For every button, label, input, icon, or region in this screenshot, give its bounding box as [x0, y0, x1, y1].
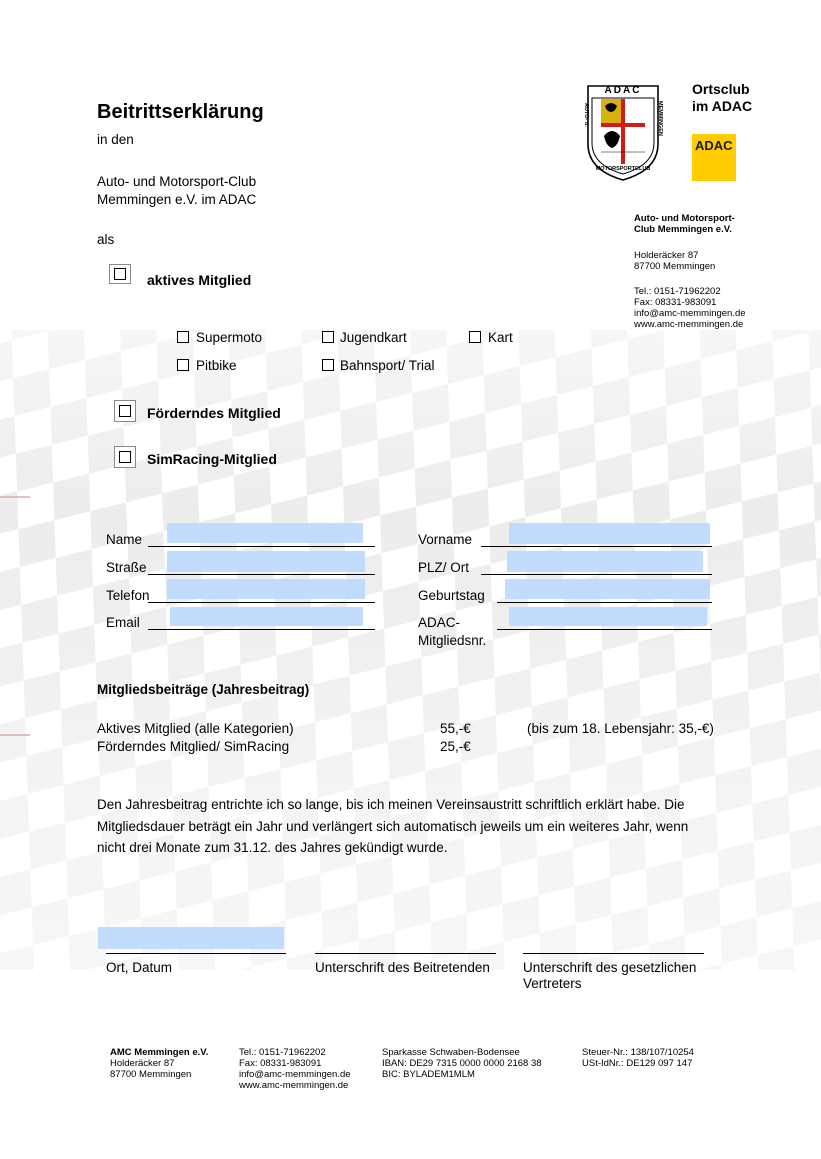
name-label: Name [106, 532, 143, 547]
plz-ort-underline [481, 574, 712, 575]
telefon-label: Telefon [106, 588, 150, 603]
footer-fax: Fax: 08331-983091 [239, 1058, 322, 1069]
vorname-underline [481, 546, 712, 547]
vorname-label: Vorname [418, 532, 473, 547]
club-name-line1: Auto- und Motorsport-Club [97, 174, 257, 189]
adac-nr-underline [497, 629, 712, 630]
strasse-field[interactable] [167, 551, 365, 572]
strasse-label: Straße [106, 560, 147, 575]
contact-fax: Fax: 08331-983091 [634, 297, 717, 308]
adac-nr-field[interactable] [509, 607, 707, 626]
simracing-member-label: SimRacing-Mitglied [147, 451, 277, 467]
footer-col-1 [110, 1047, 208, 1080]
club-name-line2: Memmingen e.V. im ADAC [97, 192, 257, 207]
contact-tel: Tel.: 0151-71962202 [634, 286, 721, 297]
footer-tax-nr: Steuer-Nr.: 138/107/10254 [582, 1047, 694, 1058]
bahnsport-label: Bahnsport/ Trial [340, 358, 435, 373]
footer-bank: Sparkasse Schwaben-Bodensee [382, 1047, 520, 1058]
pitbike-label: Pitbike [196, 358, 237, 373]
adac-nr-label-1: ADAC- [418, 615, 461, 630]
active-member-label: aktives Mitglied [147, 272, 252, 288]
active-member-checkbox[interactable] [114, 268, 126, 280]
ortsclub-line2: im ADAC [692, 98, 753, 114]
supermoto-label: Supermoto [196, 330, 263, 345]
geburtstag-label: Geburtstag [418, 588, 485, 603]
club-logo [584, 84, 662, 182]
adac-badge-text: ADAC [695, 138, 733, 153]
fee-active-label: Aktives Mitglied (alle Kategorien) [97, 721, 294, 736]
fee-supporting-label: Förderndes Mitglied/ SimRacing [97, 739, 290, 754]
geburtstag-field[interactable] [505, 579, 710, 599]
supermoto-checkbox[interactable] [177, 331, 189, 343]
terms-line-1: Den Jahresbeitrag entrichte ich so lange, bis ich meinen Vereinsaustritt schriftlich erklärt habe. Die [97, 797, 685, 812]
ortsclub-label [692, 81, 752, 115]
contact-name-1: Auto- und Motorsport- [634, 213, 735, 224]
strasse-underline [148, 574, 375, 575]
logo-bottom-text: MOTORSPORTCLUB [595, 166, 651, 172]
footer-bic: BIC: BYLADEM1MLM [382, 1069, 475, 1080]
contact-name-2: Club Memmingen e.V. [634, 224, 732, 235]
contact-city: 87700 Memmingen [634, 261, 716, 272]
place-date-label: Ort, Datum [106, 960, 173, 975]
jugendkart-label: Jugendkart [340, 330, 407, 345]
terms-line-2: Mitgliedsdauer beträgt ein Jahr und verlängert sich automatisch jeweils um ein weiteres Jahr, wenn [97, 819, 689, 834]
logo-right-text: MEMMINGEN [657, 101, 663, 136]
supporting-member-label: Förderndes Mitglied [147, 405, 281, 421]
fees-heading: Mitgliedsbeiträge (Jahresbeitrag) [97, 682, 310, 697]
adac-badge [692, 134, 736, 181]
footer-vat-id: USt-IdNr.: DE129 097 147 [582, 1058, 693, 1069]
contact-street: Holderäcker 87 [634, 250, 699, 261]
ortsclub-line1: Ortsclub [692, 81, 750, 97]
footer-email: info@amc-memmingen.de [239, 1069, 351, 1080]
logo-adac-text: ADAC [604, 85, 642, 96]
email-label: Email [106, 615, 140, 630]
name-field[interactable] [167, 523, 363, 543]
fee-active-amount: 55,-€ [440, 721, 471, 736]
geburtstag-underline [497, 602, 712, 603]
guardian-signature-label-2: Vertreters [523, 976, 582, 991]
guardian-signature-line[interactable] [523, 953, 704, 954]
applicant-signature-line[interactable] [315, 953, 496, 954]
fee-active-note: (bis zum 18. Lebensjahr: 35,-€) [527, 721, 714, 736]
supporting-member-checkbox[interactable] [119, 405, 131, 417]
footer-iban: IBAN: DE29 7315 0000 0000 2168 38 [382, 1058, 542, 1069]
footer-web: www.amc-memmingen.de [239, 1080, 349, 1091]
fee-supporting-amount: 25,-€ [440, 739, 471, 754]
footer-city: 87700 Memmingen [110, 1069, 192, 1080]
place-date-field[interactable] [98, 927, 284, 949]
email-field[interactable] [170, 607, 363, 626]
contact-web: www.amc-memmingen.de [634, 319, 744, 330]
footer-col-4 [582, 1047, 694, 1069]
email-underline [148, 629, 375, 630]
contact-email: info@amc-memmingen.de [634, 308, 746, 319]
applicant-signature-label: Unterschrift des Beitretenden [315, 960, 490, 975]
telefon-underline [148, 602, 375, 603]
footer-col-2 [239, 1047, 351, 1091]
pitbike-checkbox[interactable] [177, 359, 189, 371]
plz-ort-label: PLZ/ Ort [418, 560, 470, 575]
in-den-text: in den [97, 132, 134, 147]
jugendkart-checkbox[interactable] [322, 331, 334, 343]
terms-line-3: nicht drei Monate zum 31.12. des Jahres gekündigt wurde. [97, 840, 448, 855]
footer-org-name: AMC Memmingen e.V. [110, 1047, 209, 1058]
kart-checkbox[interactable] [469, 331, 481, 343]
plz-ort-field[interactable] [507, 551, 703, 572]
footer-tel: Tel.: 0151-71962202 [239, 1047, 326, 1058]
place-date-line [106, 953, 286, 954]
page-title: Beitrittserklärung [97, 101, 264, 123]
name-underline [148, 546, 375, 547]
footer-street: Holderäcker 87 [110, 1058, 175, 1069]
telefon-field[interactable] [167, 579, 365, 599]
adac-nr-label-2: Mitgliedsnr. [418, 633, 487, 648]
footer-col-3 [382, 1047, 542, 1080]
als-text: als [97, 232, 115, 247]
kart-label: Kart [488, 330, 513, 345]
guardian-signature-label-1: Unterschrift des gesetzlichen [523, 960, 697, 975]
vorname-field[interactable] [509, 523, 710, 544]
bahnsport-checkbox[interactable] [322, 359, 334, 371]
simracing-member-checkbox[interactable] [119, 451, 131, 463]
logo-left-text: AUTO- u. [583, 103, 589, 127]
